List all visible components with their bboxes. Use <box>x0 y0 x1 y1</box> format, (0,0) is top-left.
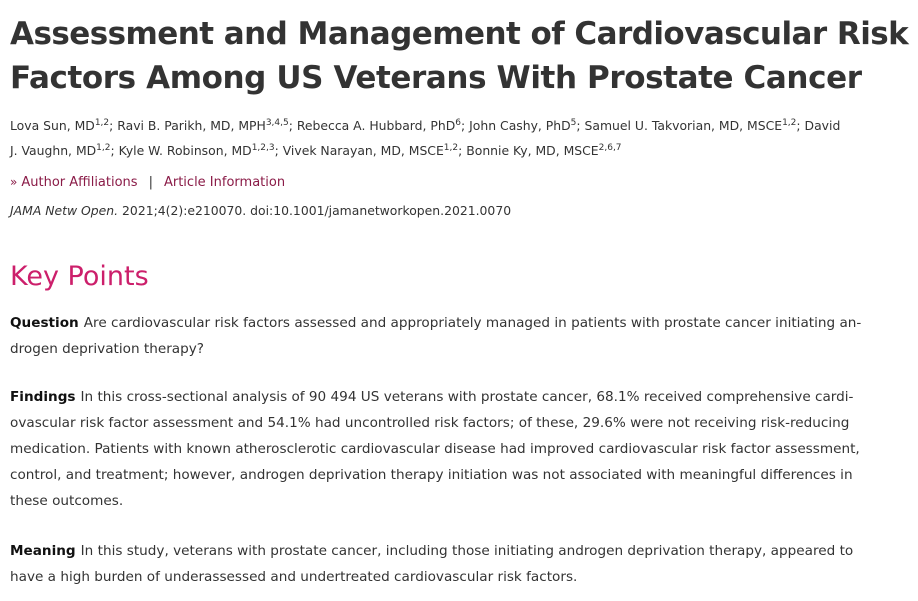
author-affiliation-number: 3,4,5 <box>265 118 289 128</box>
author-separator: ; <box>796 118 805 133</box>
author-line <box>10 138 910 163</box>
links-separator: | <box>148 175 153 190</box>
key-point-label: Meaning <box>10 543 76 559</box>
key-point-label: Findings <box>10 389 76 405</box>
key-point-text: Are cardiovascular risk factors assessed and appropriately managed in patients with prostate cancer initiating an- <box>83 315 862 331</box>
author-affiliations-label: Author Affiliations <box>21 175 138 190</box>
key-point-line: medication. Patients with known atherosclerotic cardiovascular disease had improved cardiovascular risk factor assessment, <box>10 441 860 457</box>
author-name[interactable]: Lova Sun, MD <box>10 118 95 133</box>
author-line <box>10 113 910 138</box>
author-name[interactable]: Rebecca A. Hubbard, PhD <box>296 118 456 133</box>
author-separator: ; <box>109 118 118 133</box>
author-separator: ; <box>110 143 119 158</box>
author-affiliation-number: 1,2 <box>96 143 111 153</box>
citation-details: 2021;4(2):e210070. doi:10.1001/jamanetworkopen.2021.0070 <box>122 203 512 218</box>
key-point-line: ovascular risk factor assessment and 54.1% had uncontrolled risk factors; of these, 29.6% were not receiving risk-reducing <box>10 415 850 431</box>
author-name[interactable]: J. Vaughn, MD <box>10 143 97 158</box>
key-point-meaning <box>10 538 900 590</box>
key-point-line <box>10 538 900 564</box>
key-point-line: control, and treatment; however, androgen deprivation therapy initiation was not associated with meaningful differences in <box>10 467 853 483</box>
article-links <box>10 172 285 192</box>
author-affiliations-link[interactable] <box>10 175 138 190</box>
author-separator: ; <box>288 118 297 133</box>
author-separator: ; <box>461 118 470 133</box>
author-affiliation-number: 1,2,3 <box>251 143 275 153</box>
key-point-findings <box>10 384 900 514</box>
author-list <box>10 113 910 163</box>
author-name[interactable]: Kyle W. Robinson, MD <box>118 143 252 158</box>
author-separator: ; <box>576 118 585 133</box>
author-affiliation-number: 1,2 <box>443 143 459 153</box>
author-name[interactable]: Samuel U. Takvorian, MD, MSCE <box>584 118 783 133</box>
key-points-heading: Key Points <box>10 261 149 292</box>
key-point-text: In this study, veterans with prostate cancer, including those initiating androgen deprivation therapy, appeared to <box>80 543 854 559</box>
citation-journal: JAMA Netw Open. <box>10 203 119 218</box>
author-separator: ; <box>274 143 283 158</box>
key-point-line: have a high burden of underassessed and undertreated cardiovascular risk factors. <box>10 569 578 585</box>
author-affiliation-number: 5 <box>570 118 577 128</box>
author-affiliation-number: 1,2 <box>782 118 797 128</box>
key-point-text: In this cross-sectional analysis of 90 494 US veterans with prostate cancer, 68.1% received comprehensive cardi- <box>80 389 854 405</box>
author-name[interactable]: John Cashy, PhD <box>469 118 571 133</box>
key-point-line <box>10 384 900 410</box>
author-separator: ; <box>458 143 467 158</box>
article-information-link[interactable]: Article Information <box>163 175 286 190</box>
key-point-line: these outcomes. <box>10 493 124 509</box>
key-point-line: drogen deprivation therapy? <box>10 341 205 357</box>
author-name[interactable]: Vivek Narayan, MD, MSCE <box>282 143 444 158</box>
author-name[interactable]: Ravi B. Parikh, MD, MPH <box>117 118 266 133</box>
key-point-question <box>10 310 900 362</box>
author-name[interactable]: David <box>804 118 841 133</box>
chevron-right-icon: » <box>10 175 18 189</box>
author-affiliation-number: 1,2 <box>94 118 110 128</box>
author-affiliation-number: 6 <box>455 118 462 128</box>
author-name[interactable]: Bonnie Ky, MD, MSCE <box>466 143 599 158</box>
key-point-label: Question <box>10 315 79 331</box>
article-citation <box>10 201 511 221</box>
article-title <box>10 12 909 100</box>
article-title-line: Assessment and Management of Cardiovascular Risk <box>10 16 909 52</box>
article-title-line: Factors Among US Veterans With Prostate Cancer <box>10 60 862 96</box>
key-point-line <box>10 310 900 336</box>
author-affiliation-number: 2,6,7 <box>598 143 622 153</box>
